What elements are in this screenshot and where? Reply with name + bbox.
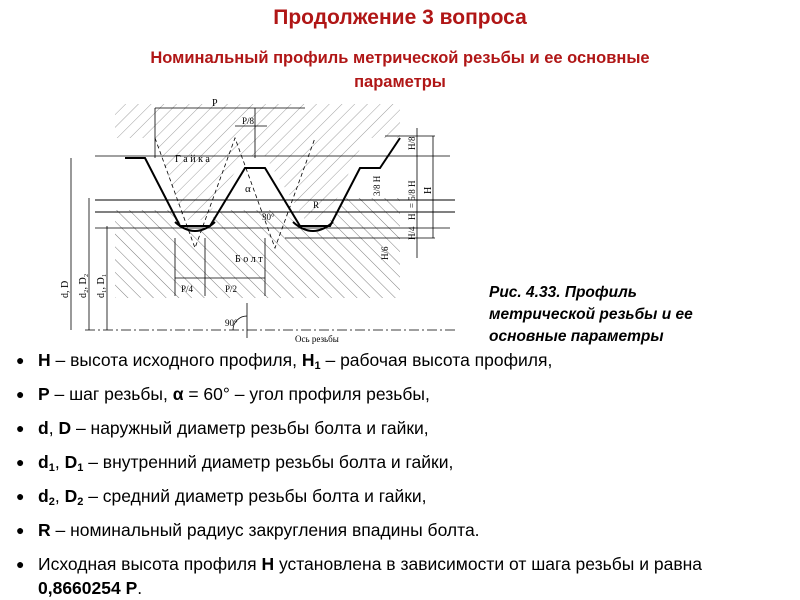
label-P2: P/2 [225, 284, 238, 294]
subscript: 1 [48, 462, 55, 474]
list-item [14, 552, 784, 600]
subscript: 2 [77, 496, 84, 508]
label-P8: P/8 [242, 116, 255, 126]
text-fragment: установлена в зависимости от шага резьбы и равна [274, 554, 703, 574]
value-coefficient: 0,8660254 Р [38, 578, 138, 598]
term-d2: d [38, 486, 49, 506]
text-fragment: – средний диаметр резьбы болта и гайки, [83, 486, 427, 506]
list-item [14, 450, 784, 474]
text-fragment: – наружный диаметр резьбы болта и гайки, [71, 418, 429, 438]
bullet-icon: ● [16, 488, 25, 504]
text-fragment: – высота исходного профиля, [50, 350, 302, 370]
term-D1: D [64, 452, 78, 472]
bolt-region [115, 198, 400, 298]
term-d: d [38, 418, 49, 438]
list-item [14, 416, 784, 440]
label-H6: H/6 [380, 246, 390, 260]
term-alpha: α [172, 384, 184, 404]
term-H: H [38, 350, 51, 370]
label-angle90: 90° [225, 318, 238, 328]
figure-caption [489, 282, 779, 348]
label-H38: 3/8 H [372, 175, 382, 196]
parameter-list [14, 348, 784, 600]
list-item [14, 382, 784, 406]
term-d1: d [38, 452, 49, 472]
label-P4: P/4 [181, 284, 194, 294]
label-alpha: α [245, 183, 251, 195]
term-P: P [38, 384, 50, 404]
slide-subtitle [40, 46, 760, 94]
label-R: R [313, 200, 320, 210]
term-H: H [261, 554, 275, 574]
term-D: D [58, 418, 72, 438]
term-D2: D [64, 486, 78, 506]
bullet-icon: ● [16, 454, 25, 470]
bullet-icon: ● [16, 420, 25, 436]
bullet-icon: ● [16, 386, 25, 402]
list-item [14, 518, 784, 542]
label-d1D1: d₁, D₁ [96, 273, 107, 298]
bullet-icon: ● [16, 522, 25, 538]
label-angle30: 30° [262, 212, 275, 222]
subscript: 2 [48, 496, 55, 508]
text-fragment: – внутренний диаметр резьбы болта и гайки, [83, 452, 454, 472]
text-fragment: , [48, 418, 59, 438]
subscript: 1 [314, 360, 321, 372]
text-fragment: – рабочая высота профиля, [320, 350, 553, 370]
caption-line-3: основные параметры [489, 328, 664, 345]
term-R: R [38, 520, 51, 540]
subscript: 1 [77, 462, 84, 474]
label-d2D2: d₂, D₂ [78, 273, 89, 298]
label-H4: H/4 [407, 226, 417, 240]
label-dD: d, D [60, 280, 71, 298]
label-H58: H₁ = 5/8 H [407, 180, 417, 220]
list-item [14, 484, 784, 508]
bullet-icon: ● [16, 556, 25, 572]
text-fragment: Исходная высота профиля [38, 554, 262, 574]
caption-line-1: Рис. 4.33. Профиль [489, 284, 637, 301]
bullet-icon: ● [16, 352, 25, 368]
text-fragment: , [54, 486, 65, 506]
label-axis: Ось резьбы [295, 334, 339, 344]
caption-line-2: метрической резьбы и ее [489, 306, 693, 323]
thread-profile-diagram [55, 98, 480, 346]
list-item [14, 348, 784, 372]
subtitle-line-1: Номинальный профиль метрической резьбы и ее основные [150, 49, 650, 67]
text-fragment: , [54, 452, 65, 472]
label-nut: Г а й к а [175, 154, 210, 165]
slide-title: Продолжение 3 вопроса [273, 6, 527, 29]
label-P: P [212, 98, 218, 109]
label-bolt: Б о л т [235, 254, 263, 265]
label-H8: H/8 [407, 136, 417, 150]
label-H: H [423, 186, 434, 194]
term-H1: H [301, 350, 315, 370]
text-fragment: . [137, 578, 143, 598]
text-fragment: – номинальный радиус закругления впадины болта. [50, 520, 480, 540]
text-fragment: – шаг резьбы, [49, 384, 173, 404]
subtitle-line-2: параметры [354, 73, 446, 91]
text-fragment: = 60° – угол профиля резьбы, [183, 384, 430, 404]
